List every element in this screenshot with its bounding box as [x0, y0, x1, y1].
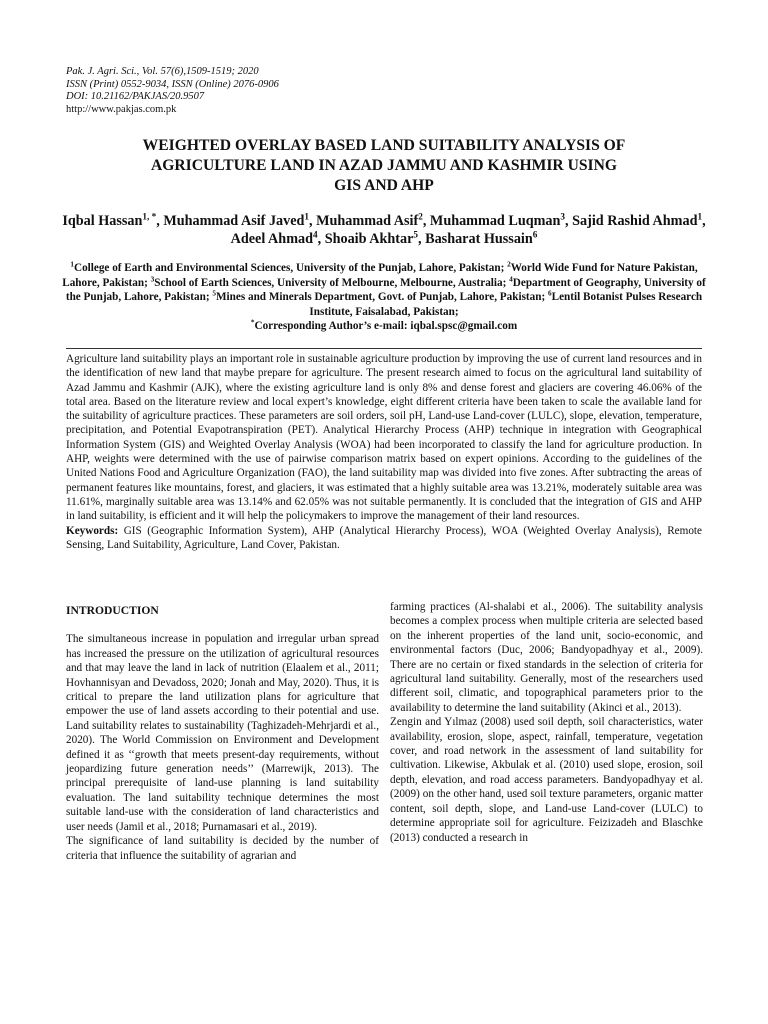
paragraph: farming practices (Al-shalabi et al., 2006). The suitability analysis becomes a complex process when multiple criteria are selected based on the inherent properties of the land unit, socio-economic, and environmental factors (Duc, 2006; Bandyopadhyay et al., 2009). There are no certain or fixed standards in the selection of criteria for agricultural land suitability. Generally, most of the researchers used different soil, climatic, and topographical parameters prior to the availability to determine the land suitability (Akinci et al., 2013). — [390, 601, 703, 714]
author: Muhammad Luqman$^3$, — [429, 211, 573, 229]
abstract-text: Agriculture land suitability plays an important role in sustainable agriculture production by improving the use of current land resources and in the identification of new land that maybe prepare for agriculture. The present research aimed to focus on the agricultural land suitability of Azad Jammu and Kashmir (AJK), where the existing agriculture land is only 8% and dense forest and glaciers are covering 46.06% of the total area. Based on the literature review and local expert’s knowledge, eight different criteria have been taken to scale the available land for the suitability of agriculture practices. These parameters are soil orders, soil pH, Land-use Land-cover (LULC), slope, elevation, temperature, precipitation, and Potential Evapotranspiration (PET). Analytical Hierarchy Process (AHP) technique in integration with Geographical Information System (GIS) and Weighted Overlay Analysis (WOA) had been incorporated to classify the land for agriculture production. In AHP, weights were determined with the use of pairwise comparison matrix based on expert opinions. According to the guidelines of the United Nations Food and Agriculture Organization (FAO), the land suitability map was divided into five zones. After subtracting the areas of permanent features like mountains, forest, and glaciers, it was estimated that a highly suitable area was 13.21%, moderately suitable area was 11.61%, marginally suitable area was 13.14% and 62.05% was not suitable permanently. It is concluded that the integration of GIS and AHP in land suitability, is efficient and it will help the policymakers to improve the management of their land resources. — [66, 353, 702, 523]
affiliations: $^1$College of Earth and Environmental Sciences, University of the Punjab, Lahore, Pakistan; $^2$World Wide Fund for Nature Pakistan, Lahore, Pakistan; $^3$School of Earth Sciences, University of Melbourne, Melbourne, Australia; $^4$Department of Geography, University of the Punjab, Lahore, Pakistan; $^5$Mines and Minerals Department, Govt. of Punjab, Lahore, Pakistan; $^6$Lentil Botanist Pulses Research Institute, Faisalabad, Pakistan; *Corresponding Author’s e-mail: iqbal.spsc@gmail.com — [60, 261, 708, 334]
paragraph: Zengin and Yılmaz (2008) used soil depth, soil characteristics, water availability, erosion, slope, aspect, rainfall, temperature, vegetation cover, and road network in the assessment of land suitability for cultivation. Likewise, Akbulak et al. (2010) used slope, erosion, soil depth, elevation, and road access parameters. Bandyopadhyay et al. (2009) on the other hand, used soil texture parameters, organic matter content, soil depth, slope, and Land-use Land-cover (LULC) to determine appropriate soil for agriculture. Feizizadeh and Blaschke (2013) conducted a research in — [390, 716, 703, 844]
keywords — [66, 524, 702, 553]
author: Basharat Hussain$^6$ — [425, 229, 538, 247]
author: Shoaib Akhtar$^5$, — [324, 229, 426, 247]
affiliation: Mines and Minerals Department, Govt. of Punjab, Lahore, Pakistan; — [215, 291, 548, 304]
paragraph: The simultaneous increase in population and irregular urban spread has increased the pressure on the utilization of agricultural resources and that may leave the land in lack of nutrition (Elaalem et al., 2011; Hovhannisyan and Devadoss, 2020; Jonah and May, 2020). Thus, it is critical to prepare the land utilization plans for agriculture that empower the use of land assets according to their potential and use. Land suitability relates to sustainability (Taghizadeh-Mehrjardi et al., 2020). The World Commission on Environment and Development defined it as ‘‘growth that meets present-day requirements, without jeopardizing future generation needs’’ (Marrewijk, 2013). The principal prerequisite of land-use planning is land suitability evaluation. The land suitability technique determines the most suitable land-use with the consideration of land characteristics and user needs (Jamil et al., 2018; Purnamasari et al., 2019). — [66, 633, 379, 833]
title-line: WEIGHTED OVERLAY BASED LAND SUITABILITY ANALYSIS OF — [142, 137, 626, 154]
author: Iqbal Hassan$^{1, *}$, — [62, 211, 164, 229]
author: Muhammad Asif Javed$^1$, — [163, 211, 317, 229]
affiliation: School of Earth Sciences, University of Melbourne, Melbourne, Australia; — [154, 276, 510, 289]
affiliation: College of Earth and Environmental Sciences, University of the Punjab, Lahore, Pakistan; — [73, 262, 508, 274]
affiliation: Lentil Botanist Pulses Research Institute, Faisalabad, Pakistan; — [309, 291, 703, 318]
left-column — [66, 600, 379, 863]
author-list — [60, 212, 708, 248]
author: Adeel Ahmad$^4$, — [230, 229, 325, 247]
title-line: GIS AND AHP — [334, 177, 434, 194]
journal-header — [66, 66, 279, 116]
corresponding-author: *Corresponding Author’s e-mail: iqbal.spsc@gmail.com — [250, 318, 518, 333]
keywords-text: GIS (Geographic Information System), AHP (Analytical Hierarchy Process), WOA (Weighted Overlay Analysis), Remote Sensing, Land Suitability, Agriculture, Land Cover, Pakistan. — [66, 524, 702, 551]
title-line: AGRICULTURE LAND IN AZAD JAMMU AND KASHMIR USING — [151, 157, 617, 174]
journal-citation: Pak. J. Agri. Sci., Vol. 57(6),1509-1519; 2020 — [66, 66, 259, 77]
author: Muhammad Asif$^2$, — [316, 211, 430, 229]
journal-issn: ISSN (Print) 0552-9034, ISSN (Online) 2076-0906 — [66, 78, 279, 90]
author: Sajid Rashid Ahmad$^1$, — [572, 211, 706, 229]
right-column — [390, 600, 703, 845]
affiliation: World Wide Fund for Nature Pakistan, Lahore, Pakistan; — [62, 262, 698, 289]
paper-title — [60, 136, 708, 196]
paragraph: The significance of land suitability is decided by the number of criteria that influence the suitability of agrarian and — [66, 835, 379, 862]
keywords-label: Keywords: — [66, 524, 119, 537]
affiliation: Department of Geography, University of the Punjab, Lahore, Pakistan; — [65, 276, 706, 304]
abstract — [66, 352, 702, 552]
abstract-divider — [66, 348, 702, 349]
journal-doi: DOI: 10.21162/PAKJAS/20.9507 — [66, 91, 205, 102]
introduction-heading: INTRODUCTION — [66, 604, 159, 617]
journal-url[interactable]: http://www.pakjas.com.pk — [66, 103, 177, 115]
